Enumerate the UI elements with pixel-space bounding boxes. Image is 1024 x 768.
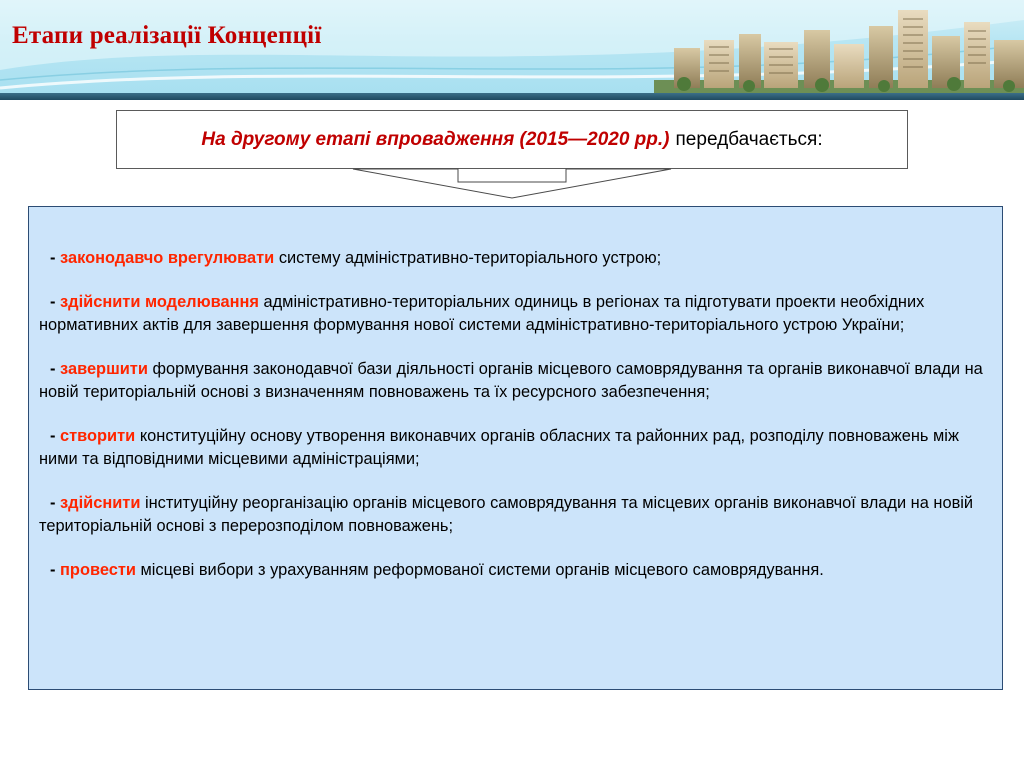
item-dash: -	[50, 427, 56, 445]
item-dash: -	[50, 293, 56, 311]
item-keyword: здійснити моделювання	[60, 293, 259, 311]
item-dash: -	[50, 249, 56, 267]
city-skyline-image	[654, 0, 1024, 96]
item-text: систему адміністративно-територіального устрою;	[278, 249, 662, 267]
item-text: місцеві вибори з урахуванням реформованої системи органів місцевого самоврядування.	[140, 561, 824, 579]
item-keyword: створити	[60, 427, 136, 445]
header-divider	[0, 93, 1024, 100]
list-item	[39, 492, 992, 538]
item-keyword: завершити	[60, 360, 148, 378]
item-text: формування законодавчої бази діяльності органів місцевого самоврядування та органів виконавчої влади на новій територіальній основі з визначенням повноважень та їх ресурсного забезпечення;	[39, 360, 983, 401]
list-item	[39, 559, 992, 582]
slide-header	[0, 0, 1024, 100]
item-text: конституційну основу утворення виконавчих органів обласних та районних рад, розподілу повноважень між ними та відповідними місцевими адміністраціями;	[39, 427, 959, 468]
item-text: інституційну реорганізацію органів місцевого самоврядування та місцевих органів виконавчої влади на новій територіальній основі з перерозподілом повноважень;	[39, 494, 974, 535]
item-keyword: провести	[60, 561, 136, 579]
intro-rest: передбачається:	[675, 128, 823, 150]
item-keyword: законодавчо врегулювати	[60, 249, 275, 267]
list-item	[39, 247, 992, 270]
slide-title: Етапи реалізації Концепції	[12, 22, 322, 49]
list-item	[39, 291, 992, 337]
intro-emphasis: На другому етапі впровадження (2015—2020 рр.)	[201, 128, 670, 150]
intro-box	[116, 110, 908, 169]
down-arrow-icon	[352, 168, 672, 200]
item-keyword: здійснити	[60, 494, 141, 512]
item-text: адміністративно-територіальних одиниць в регіонах та підготувати проекти необхідних нормативних актів для завершення формування нової системи адміністративно-територіального устрою України;	[39, 293, 925, 334]
item-dash: -	[50, 561, 56, 579]
list-item	[39, 358, 992, 404]
list-item	[39, 425, 992, 471]
item-dash: -	[50, 494, 56, 512]
item-dash: -	[50, 360, 56, 378]
measures-list	[28, 206, 1003, 690]
